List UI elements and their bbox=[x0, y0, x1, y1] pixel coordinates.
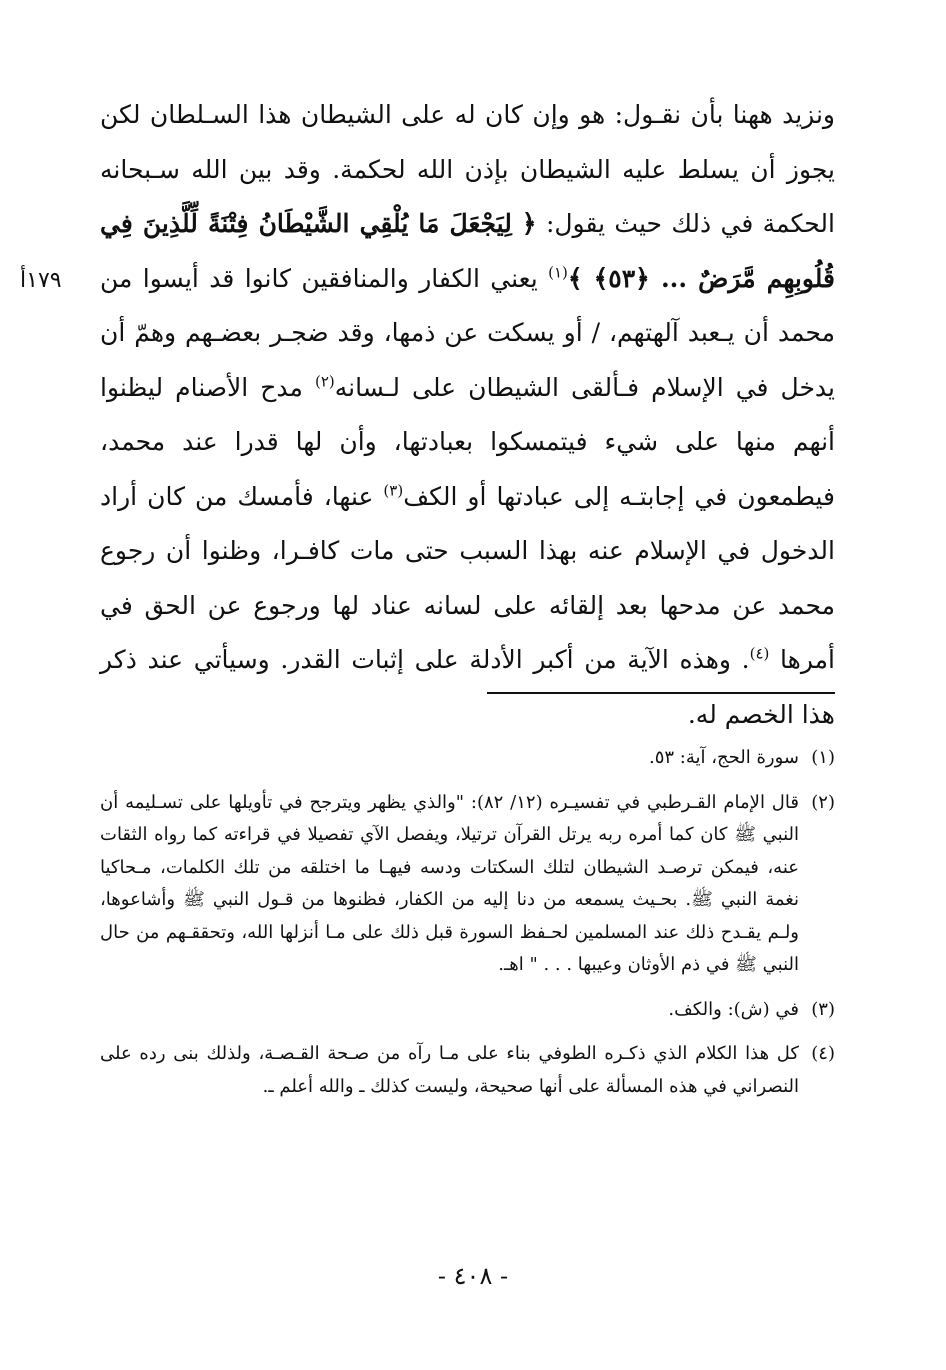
footnote-divider bbox=[487, 692, 835, 694]
body-paragraph bbox=[100, 88, 835, 742]
footnote-ref-2[interactable]: (٢) bbox=[314, 372, 335, 391]
footnote-text: قال الإمام القـرطبي في تفسيـره (١٢/ ٨٢): "والذي يظهر ويترجح في تأويلها على تسـليمه أن النبي ﷺ كان كما أمره ربه يرتل القرآن ترتيلا، ويفصل الآي تفصيلا في قراءته كما رواه الثقات عنه، فيمكن ترصـد الشيطان لتلك السكتات ودسه فيهـا ما اختلقه من تلك الكلمات، مـحاكيا نغمة النبي ﷺ. بحـيث يسمعه من دنا إليه من الكفار، فظنوها من قـول النبي ﷺ وأشاعوها، ولـم يقـدح ذلك عند المسلمين لحـفظ السورة قبل ذلك على مـا أنزلها الله، وتحققـهم من حال النبي ﷺ في ذم الأوثان وعيبها . . . " اهـ. bbox=[100, 791, 799, 975]
footnote-number: (٤) bbox=[811, 1043, 835, 1064]
body-segment-2: يعني الكفار والمنافقين كانوا قد أيسوا من محمد أن يـعبد آلهتهم، / أو يسكت عن ذمها، وقد ضجـر بعضـهم وهمّ أن يدخل في الإسلام فـألقى الشيطان على لـسانه bbox=[100, 263, 836, 402]
body-segment-5: . وهذه الآية من أكبر الأدلة على إثبات القدر. وسيأتي عند ذكر هذا الخصم له. bbox=[100, 645, 835, 729]
footnotes bbox=[100, 742, 835, 1115]
footnote-number: (١) bbox=[811, 747, 835, 768]
page-number: - ٤٠٨ - bbox=[437, 1262, 509, 1290]
footnote-ref-1[interactable]: (١) bbox=[548, 263, 568, 282]
footnote-ref-3[interactable]: (٣) bbox=[383, 481, 404, 500]
footnote-3 bbox=[100, 994, 835, 1027]
body-segment-4: عنها، فأمسك من كان أراد الدخول في الإسلام عنه بهذا السبب حتى مات كافـرا، وظنوا أن رجوع محمد عن مدحها بعد إلقائه على لسانه عناد لها ورجوع عن الحق في أمرها bbox=[100, 481, 835, 674]
main-text bbox=[100, 88, 835, 742]
footnote-number: (٢) bbox=[811, 791, 835, 813]
body-segment-3: مدح الأصنام ليظنوا أنهم منها على شيء فيتمسكوا بعبادتها، وأن لها قدرا عند محمد، فيطمعون في إجابتـه إلى عبادتها أو الكف bbox=[100, 372, 835, 511]
footnote-text: سورة الحج، آية: ٥٣. bbox=[648, 747, 799, 768]
footnote-4 bbox=[100, 1038, 835, 1103]
manuscript-folio-note: ١٧٩أ bbox=[20, 268, 62, 293]
footnote-text: في (ش): والكف. bbox=[668, 998, 799, 1020]
quran-verse: ﴿ لِيَجْعَلَ مَا يُلْقِي الشَّيْطَانُ فِتْنَةً لِّلَّذِينَ فِي قُلُوبِهِم مَّرَضٌ ... ﴿٥٣﴾ ﴾ bbox=[100, 209, 835, 293]
footnote-number: (٣) bbox=[811, 998, 835, 1020]
footnote-2 bbox=[100, 787, 835, 982]
footnote-1 bbox=[100, 742, 835, 775]
body-segment-1: ونزيد ههنا بأن نقـول: هو وإن كان له على الشيطان هذا السـلطان لكن يجوز أن يسلط عليه الشيطان بإذن الله لحكمة. وقد بين الله سـبحانه الحكمة في ذلك حيث يقول: bbox=[100, 100, 835, 238]
footnote-ref-4[interactable]: (٤) bbox=[749, 644, 770, 663]
footnote-text: كل هذا الكلام الذي ذكـره الطوفي بناء على مـا رآه من صـحة القـصـة، ولذلك بنى رده على النصراني في هذه المسألة على أنها صحيحة، وليست كذلك ـ والله أعلم ـ. bbox=[100, 1043, 799, 1097]
